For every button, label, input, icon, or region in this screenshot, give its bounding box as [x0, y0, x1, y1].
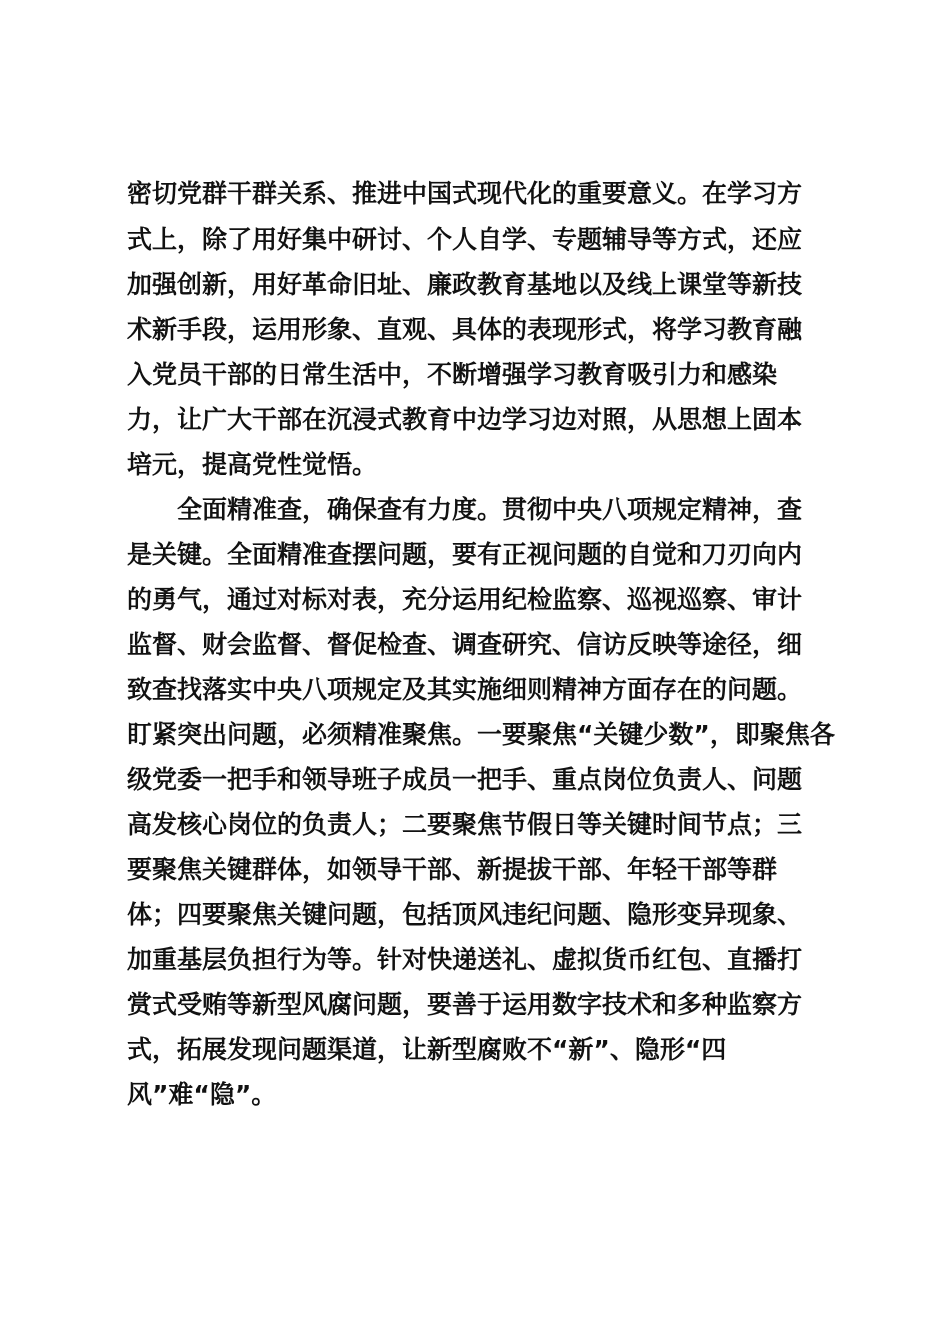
text-line: 赏式受贿等新型风腐问题，要善于运用数字技术和多种监察方: [127, 990, 803, 1019]
text-line: 力，让广大干部在沉浸式教育中边学习边对照，从思想上固本: [127, 405, 803, 434]
text-line: 监督、财会监督、督促检查、调查研究、信访反映等途径，细: [127, 630, 803, 659]
text-line: 术新手段，运用形象、直观、具体的表现形式，将学习教育融: [127, 315, 803, 344]
text-line: 是关键。全面精准查摆问题，要有正视问题的自觉和刀刃向内: [127, 540, 803, 569]
text-line: 级党委一把手和领导班子成员一把手、重点岗位负责人、问题: [127, 765, 803, 794]
text-line: 密切党群干群关系、推进中国式现代化的重要意义。在学习方: [127, 179, 803, 208]
text-line: 式上，除了用好集中研讨、个人自学、专题辅导等方式，还应: [127, 225, 803, 254]
text-line: 致查找落实中央八项规定及其实施细则精神方面存在的问题。: [127, 675, 803, 704]
text-line: 培元，提高党性觉悟。: [127, 450, 378, 479]
text-line: 盯紧突出问题，必须精准聚焦。一要聚焦“关键少数”，即聚焦各: [127, 720, 835, 749]
text-line: 要聚焦关键群体，如领导干部、新提拔干部、年轻干部等群: [127, 855, 778, 884]
text-line: 体；四要聚焦关键问题，包括顶风违纪问题、隐形变异现象、: [127, 900, 803, 929]
text-line: 加重基层负担行为等。针对快递送礼、虚拟货币红包、直播打: [127, 945, 803, 974]
text-line: 的勇气，通过对标对表，充分运用纪检监察、巡视巡察、审计: [127, 585, 803, 614]
text-line: 高发核心岗位的负责人；二要聚焦节假日等关键时间节点；三: [127, 810, 803, 839]
paragraph-first-line: 全面精准查，确保查有力度。贯彻中央八项规定精神，查: [177, 495, 803, 524]
text-line: 加强创新，用好革命旧址、廉政教育基地以及线上课堂等新技: [127, 270, 803, 299]
text-line: 风”难“隐”。: [127, 1080, 277, 1109]
text-line: 入党员干部的日常生活中，不断增强学习教育吸引力和感染: [127, 360, 778, 389]
text-line: 式，拓展发现问题渠道，让新型腐败不“新”、隐形“四: [127, 1035, 727, 1064]
